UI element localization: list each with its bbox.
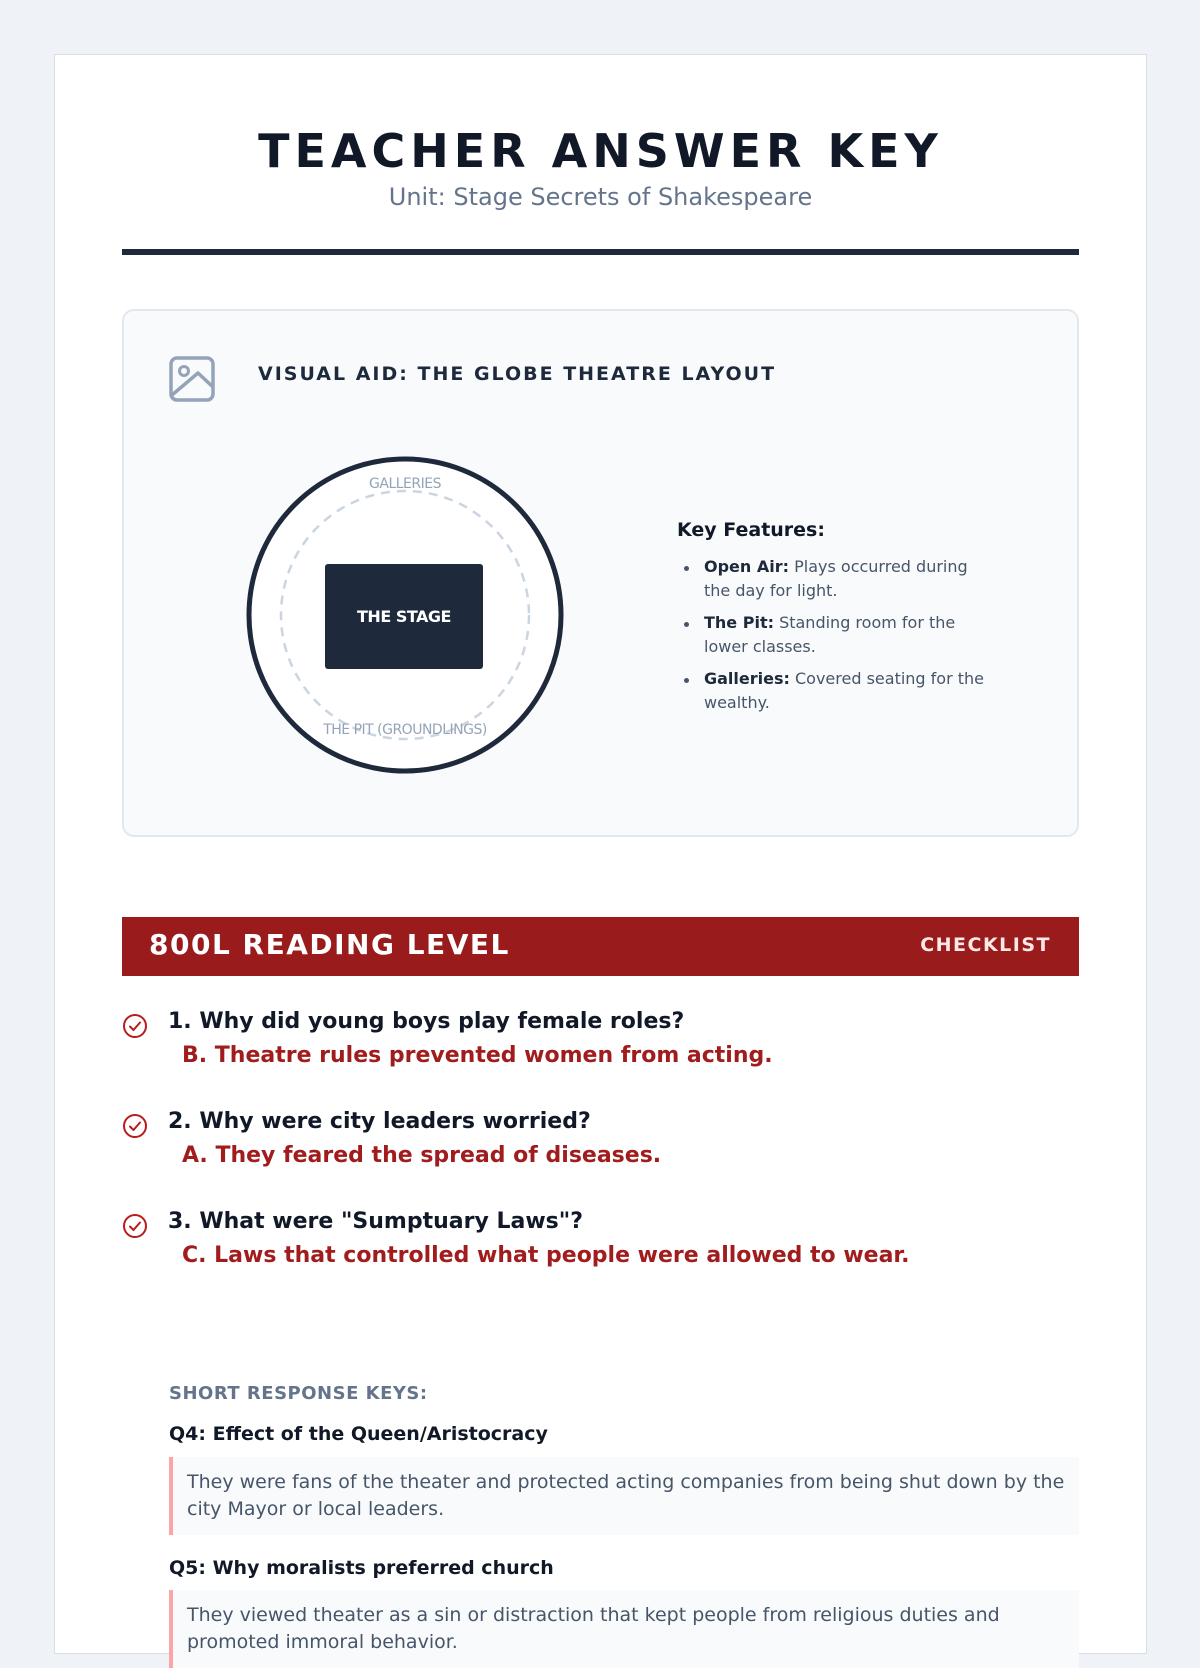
question-text: 2. Why were city leaders worried? (168, 1109, 591, 1134)
check-circle-icon (122, 1113, 148, 1139)
short-response-answer: They were fans of the theater and protected acting companies from being shut down by the city Mayor or local leaders. (169, 1457, 1079, 1535)
key-features-title: Key Features: (677, 519, 825, 541)
short-response-question: Q4: Effect of the Queen/Aristocracy (169, 1423, 548, 1445)
question-text: 3. What were "Sumptuary Laws"? (168, 1209, 583, 1234)
page-title: TEACHER ANSWER KEY (258, 124, 943, 178)
feature-text: Covered seating for the wealthy. (704, 669, 985, 712)
feature-text: Plays occurred during the day for light. (704, 557, 968, 600)
galleries-label: GALLERIES (369, 476, 441, 492)
key-features (677, 519, 997, 723)
feature-item (677, 555, 997, 603)
reading-level-title: 800L READING LEVEL (149, 928, 510, 961)
answer-text: C. Laws that controlled what people were allowed to wear. (182, 1243, 910, 1268)
short-response-heading: SHORT RESPONSE KEYS: (169, 1383, 428, 1404)
unit-subtitle: Unit: Stage Secrets of Shakespeare (388, 183, 813, 211)
feature-text: Standing room for the lower classes. (704, 613, 956, 656)
pit-label: THE PIT (GROUNDLINGS) (323, 722, 487, 738)
check-circle-icon (122, 1213, 148, 1239)
short-response-question: Q5: Why moralists preferred church (169, 1557, 554, 1579)
short-response-answer: They viewed theater as a sin or distraction that kept people from religious duties and promoted immoral behavior. (169, 1590, 1079, 1668)
visual-aid-heading: VISUAL AID: THE GLOBE THEATRE LAYOUT (258, 363, 777, 385)
answer-key-sheet (54, 54, 1147, 1654)
reading-level-banner (122, 917, 1079, 976)
answer-text: B. Theatre rules prevented women from acting. (182, 1043, 773, 1068)
question-text: 1. Why did young boys play female roles? (168, 1009, 685, 1034)
stage-label: THE STAGE (357, 607, 451, 626)
image-icon (168, 355, 216, 403)
feature-term: Galleries: (704, 669, 790, 688)
feature-item (677, 611, 997, 659)
feature-list (677, 555, 997, 715)
feature-term: Open Air: (704, 557, 790, 576)
checklist-tag: CHECKLIST (920, 934, 1051, 956)
globe-theatre-diagram (244, 454, 566, 776)
header-divider (122, 249, 1079, 255)
answer-text: A. They feared the spread of diseases. (182, 1143, 662, 1168)
check-circle-icon (122, 1013, 148, 1039)
visual-aid-card (122, 309, 1079, 837)
feature-term: The Pit: (704, 613, 774, 632)
page-header (122, 121, 1079, 211)
feature-item (677, 667, 997, 715)
